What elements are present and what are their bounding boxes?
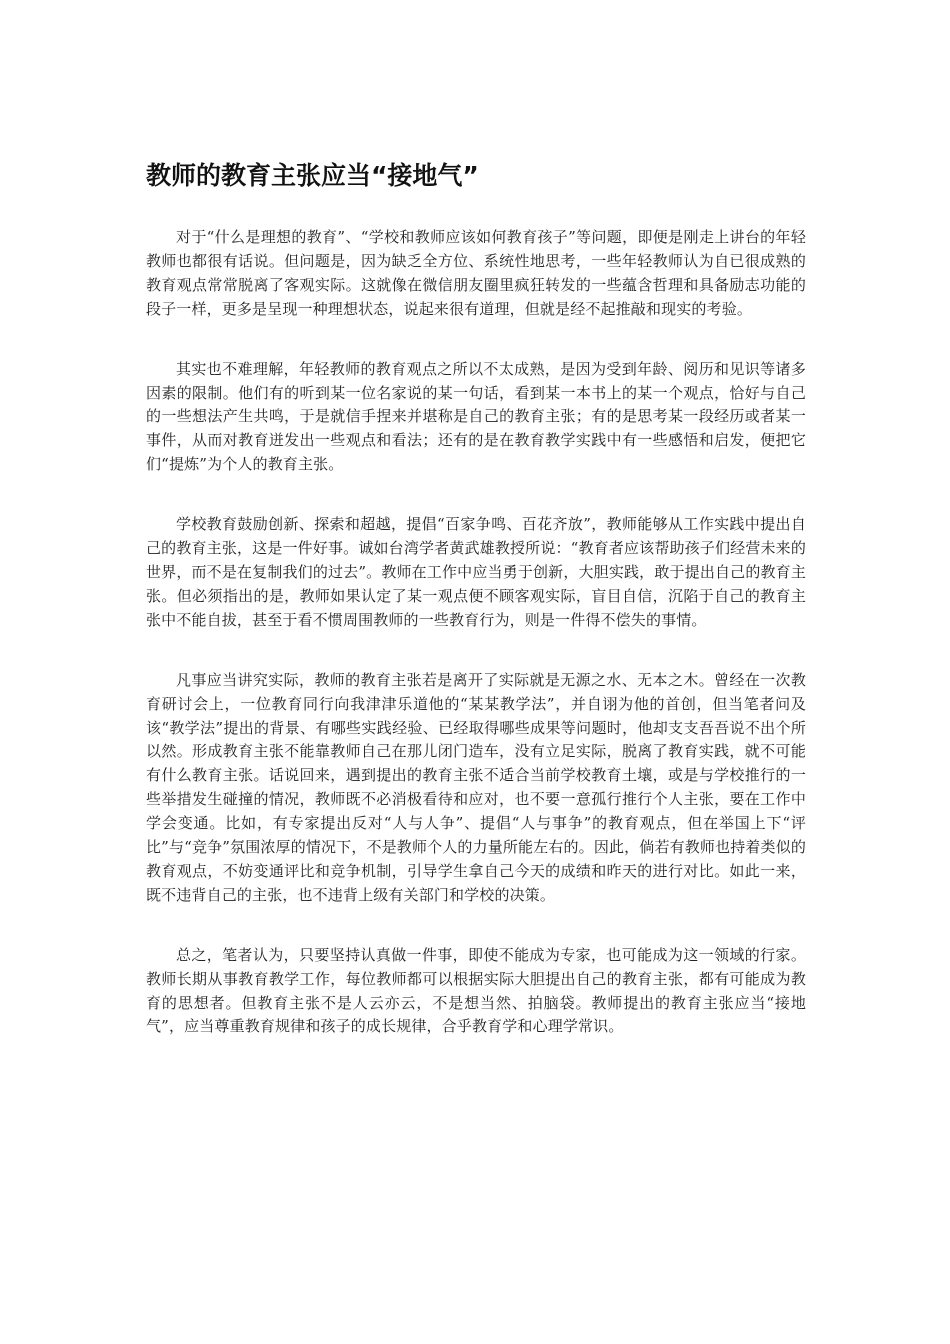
paragraph-2: 其实也不难理解，年轻教师的教育观点之所以不太成熟，是因为受到年龄、阅历和见识等诸多因素的限制。他们有的听到某一位名家说的某一句话，看到某一本书上的某一个观点，恰好与自己的一些想法产生共鸣，于是就信手捏来并堪称是自己的教育主张；有的是思考某一段经历或者某一事件，从而对教育迸发出一些观点和看法；还有的是在教育教学实践中有一些感悟和启发，便把它们“提炼”为个人的教育主张。: [146, 359, 806, 474]
paragraph-1: 对于“什么是理想的教育”、“学校和教师应该如何教育孩子”等问题，即便是刚走上讲台的年轻教师也都很有话说。但问题是，因为缺乏全方位、系统性地思考，一些年轻教师认为自已很成熟的教育观点常常脱离了客观实际。这就像在微信朋友圈里疯狂转发的一些蕴含哲理和具备励志功能的段子一样，更多是呈现一种理想状态，说起来很有道理，但就是经不起推敲和现实的考验。: [146, 228, 806, 318]
page-title: 教师的教育主张应当“接地气”: [146, 161, 479, 190]
paragraph-5: 总之，笔者认为，只要坚持认真做一件事，即使不能成为专家，也可能成为这一领域的行家。教师长期从事教育教学工作，每位教师都可以根据实际大胆提出自己的教育主张，都有可能成为教育的思想者。但教育主张不是人云亦云，不是想当然、拍脑袋。教师提出的教育主张应当“接地气”，应当尊重教育规律和孩子的成长规律，合乎教育学和心理学常识。: [146, 945, 806, 1036]
article-body: [146, 226, 806, 1075]
paragraph-4: 凡事应当讲究实际，教师的教育主张若是离开了实际就是无源之水、无本之木。曾经在一次教育研讨会上，一位教育同行向我津津乐道他的“某某教学法”，并自诩为他的首创，但当笔者问及该“教学法”提出的背景、有哪些实践经验、已经取得哪些成果等问题时，他却支支吾吾说不出个所以然。形成教育主张不能靠教师自己在那儿闭门造车，没有立足实际，脱离了教育实践，就不可能有什么教育主张。话说回来，遇到提出的教育主张不适合当前学校教育土壤，或是与学校推行的一些举措发生碰撞的情况，教师既不必消极看待和应对，也不要一意孤行推行个人主张，要在工作中学会变通。比如，有专家提出反对“人与人争”、提倡“人与事争”的教育观点，但在举国上下“评比”与“竞争”氛围浓厚的情况下，不是教师个人的力量所能左右的。因此，倘若有教师也持着类似的教育观点，不妨变通评比和竞争机制，引导学生拿自己今天的成绩和昨天的进行对比。如此一来，既不违背自己的主张，也不违背上级有关部门和学校的决策。: [146, 670, 806, 904]
paragraph-3: 学校教育鼓励创新、探索和超越，提倡“百家争鸣、百花齐放”，教师能够从工作实践中提出自己的教育主张，这是一件好事。诚如台湾学者黄武雄教授所说：“教育者应该帮助孩子们经营未来的世界，而不是在复制我们的过去”。教师在工作中应当勇于创新，大胆实践，敢于提出自己的教育主张。但必须指出的是，教师如果认定了某一观点便不顾客观实际，盲目自信，沉陷于自己的教育主张中不能自拔，甚至于看不惯周围教师的一些教育行为，则是一件得不偿失的事情。: [146, 515, 806, 629]
